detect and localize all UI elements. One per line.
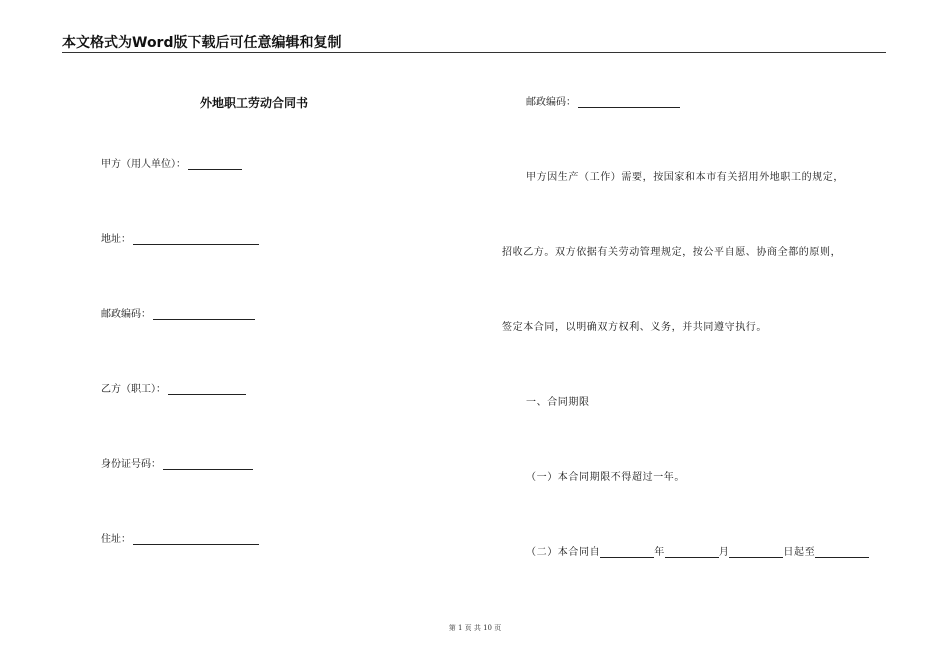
- party-b-field: [101, 380, 246, 395]
- paragraph-line-2: 招收乙方。双方依据有关劳动管理规定，按公平自愿、协商全都的原则，: [502, 247, 842, 258]
- right-postal-code-field: [526, 93, 680, 108]
- residence-field: [101, 530, 259, 545]
- postal-code-label: 邮政编码：: [101, 309, 151, 320]
- right-postal-code-blank: [578, 97, 680, 108]
- clause-1: （一）本合同期限不得超过一年。: [526, 472, 685, 483]
- postal-code-field: [101, 305, 255, 320]
- party-b-label: 乙方（职工）：: [101, 384, 166, 395]
- party-a-blank: [188, 159, 242, 170]
- year-label: 年: [654, 547, 665, 558]
- section-heading-contract-term: 一、合同期限: [526, 397, 590, 408]
- page-number-footer: 第 1 页 共 10 页: [448, 624, 502, 632]
- clause-2-prefix: （二）本合同自: [526, 547, 601, 558]
- address-field: [101, 230, 259, 245]
- right-postal-code-label: 邮政编码：: [526, 97, 576, 108]
- paragraph-line-1: 甲方因生产（工作）需要，按国家和本市有关招用外地职工的规定，: [526, 172, 844, 183]
- paragraph-line-3: 签定本合同，以明确双方权利、义务，并共同遵守执行。: [502, 322, 767, 333]
- id-number-blank: [163, 459, 253, 470]
- id-number-field: [101, 455, 253, 470]
- end-date-blank: [815, 547, 869, 558]
- party-a-label: 甲方（用人单位）：: [101, 159, 186, 170]
- day-from-label: 日起至: [783, 547, 816, 558]
- month-blank: [665, 547, 719, 558]
- document-header-banner: 本文格式为Word版下载后可任意编辑和复制: [62, 34, 886, 53]
- residence-blank: [133, 534, 259, 545]
- month-label: 月: [718, 547, 730, 558]
- residence-label: 住址：: [101, 534, 131, 545]
- document-title: 外地职工劳动合同书: [200, 96, 309, 110]
- party-b-blank: [168, 384, 246, 395]
- day-blank: [729, 547, 783, 558]
- address-label: 地址：: [101, 234, 131, 245]
- postal-code-blank: [153, 309, 255, 320]
- party-a-field: [101, 155, 242, 170]
- year-blank: [600, 547, 654, 558]
- id-number-label: 身份证号码：: [101, 459, 161, 470]
- address-blank: [133, 234, 259, 245]
- clause-2: [526, 543, 869, 558]
